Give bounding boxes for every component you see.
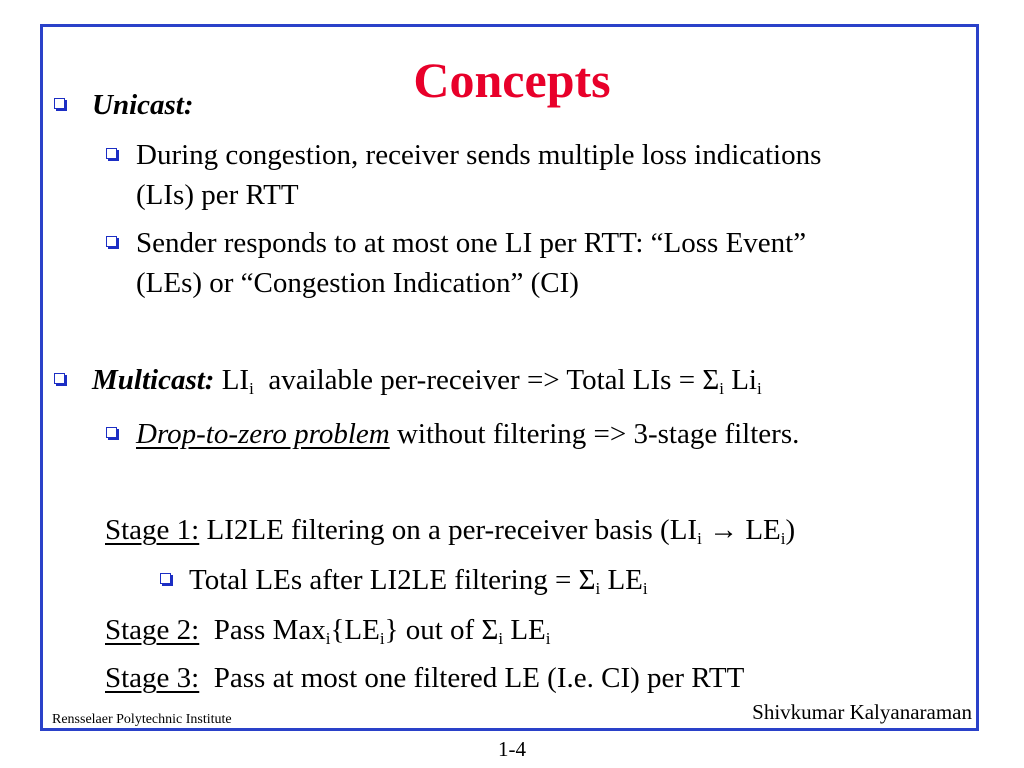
bullet-unicast-1: [106, 148, 117, 159]
arrow-symbol: →: [701, 514, 746, 546]
stage-1-close: ): [785, 514, 796, 546]
footer-institute: Rensselaer Polytechnic Institute: [52, 712, 232, 727]
multicast-li: LI: [221, 364, 250, 396]
subscript-i: i: [249, 379, 254, 398]
bullet-multicast-1: [106, 427, 117, 438]
stage-3-text: Pass at most one filtered LE (I.e. CI) per RTT: [199, 662, 745, 694]
unicast-item-1-line-1: During congestion, receiver sends multiple loss indications: [136, 139, 822, 171]
bullet-multicast: [54, 373, 65, 384]
problem-rest: without filtering => 3-stage filters.: [389, 418, 800, 450]
multicast-li-sum: Li: [723, 364, 757, 396]
stage-1-line: [105, 512, 795, 548]
stage-1-text: LI2LE filtering on a per-receiver basis (LI: [199, 514, 698, 546]
multicast-item-1: [136, 416, 799, 452]
stage-1-le-sum: LE: [600, 564, 643, 596]
stage-2-text-c: } out of: [384, 614, 482, 646]
stage-1-sub-text: Total LEs after LI2LE filtering =: [189, 564, 579, 596]
unicast-label: Unicast:: [92, 89, 194, 121]
stage-3-label: Stage 3:: [105, 662, 200, 694]
stage-2-line: [105, 612, 551, 648]
unicast-item-2-line-2: (LEs) or “Congestion Indication” (CI): [136, 267, 579, 299]
unicast-item-1-line-2: (LIs) per RTT: [136, 179, 299, 211]
slide-title: Concepts: [413, 52, 611, 108]
subscript-i: i: [325, 629, 331, 648]
bullet-stage-1-sub: [160, 573, 171, 584]
subscript-i: i: [697, 529, 702, 548]
stage-2-text-b: {LE: [330, 614, 380, 646]
multicast-text: available per-receiver => Total LIs =: [253, 364, 703, 396]
unicast-item-2-line-1: Sender responds to at most one LI per RTT: “Loss Event”: [136, 227, 807, 259]
stage-3-line: [105, 660, 744, 696]
stage-2-text-a: Pass Max: [199, 614, 326, 646]
bullet-unicast-2: [106, 236, 117, 247]
drop-to-zero-term: Drop-to-zero problem: [136, 418, 390, 450]
bullet-unicast: [54, 98, 65, 109]
stage-2-label: Stage 2:: [105, 614, 200, 646]
subscript-i: i: [498, 629, 504, 648]
stage-1-label: Stage 1:: [105, 514, 200, 546]
subscript-i: i: [595, 579, 601, 598]
subscript-i: i: [756, 379, 762, 398]
subscript-i: i: [719, 379, 724, 398]
stage-2-le-sum: LE: [503, 614, 546, 646]
footer-author: Shivkumar Kalyanaraman: [752, 700, 972, 724]
multicast-label: Multicast:: [92, 364, 215, 396]
page-number: 1-4: [498, 737, 526, 761]
subscript-i: i: [545, 629, 551, 648]
subscript-i: i: [379, 629, 385, 648]
stage-1-sub-item: [189, 562, 648, 598]
sigma-symbol: Σ: [481, 614, 499, 646]
subscript-i: i: [642, 579, 648, 598]
stage-1-le: LE: [745, 514, 781, 546]
subscript-i: i: [780, 529, 786, 548]
multicast-line: [92, 362, 762, 398]
sigma-symbol: Σ: [702, 364, 720, 396]
sigma-symbol: Σ: [578, 564, 596, 596]
